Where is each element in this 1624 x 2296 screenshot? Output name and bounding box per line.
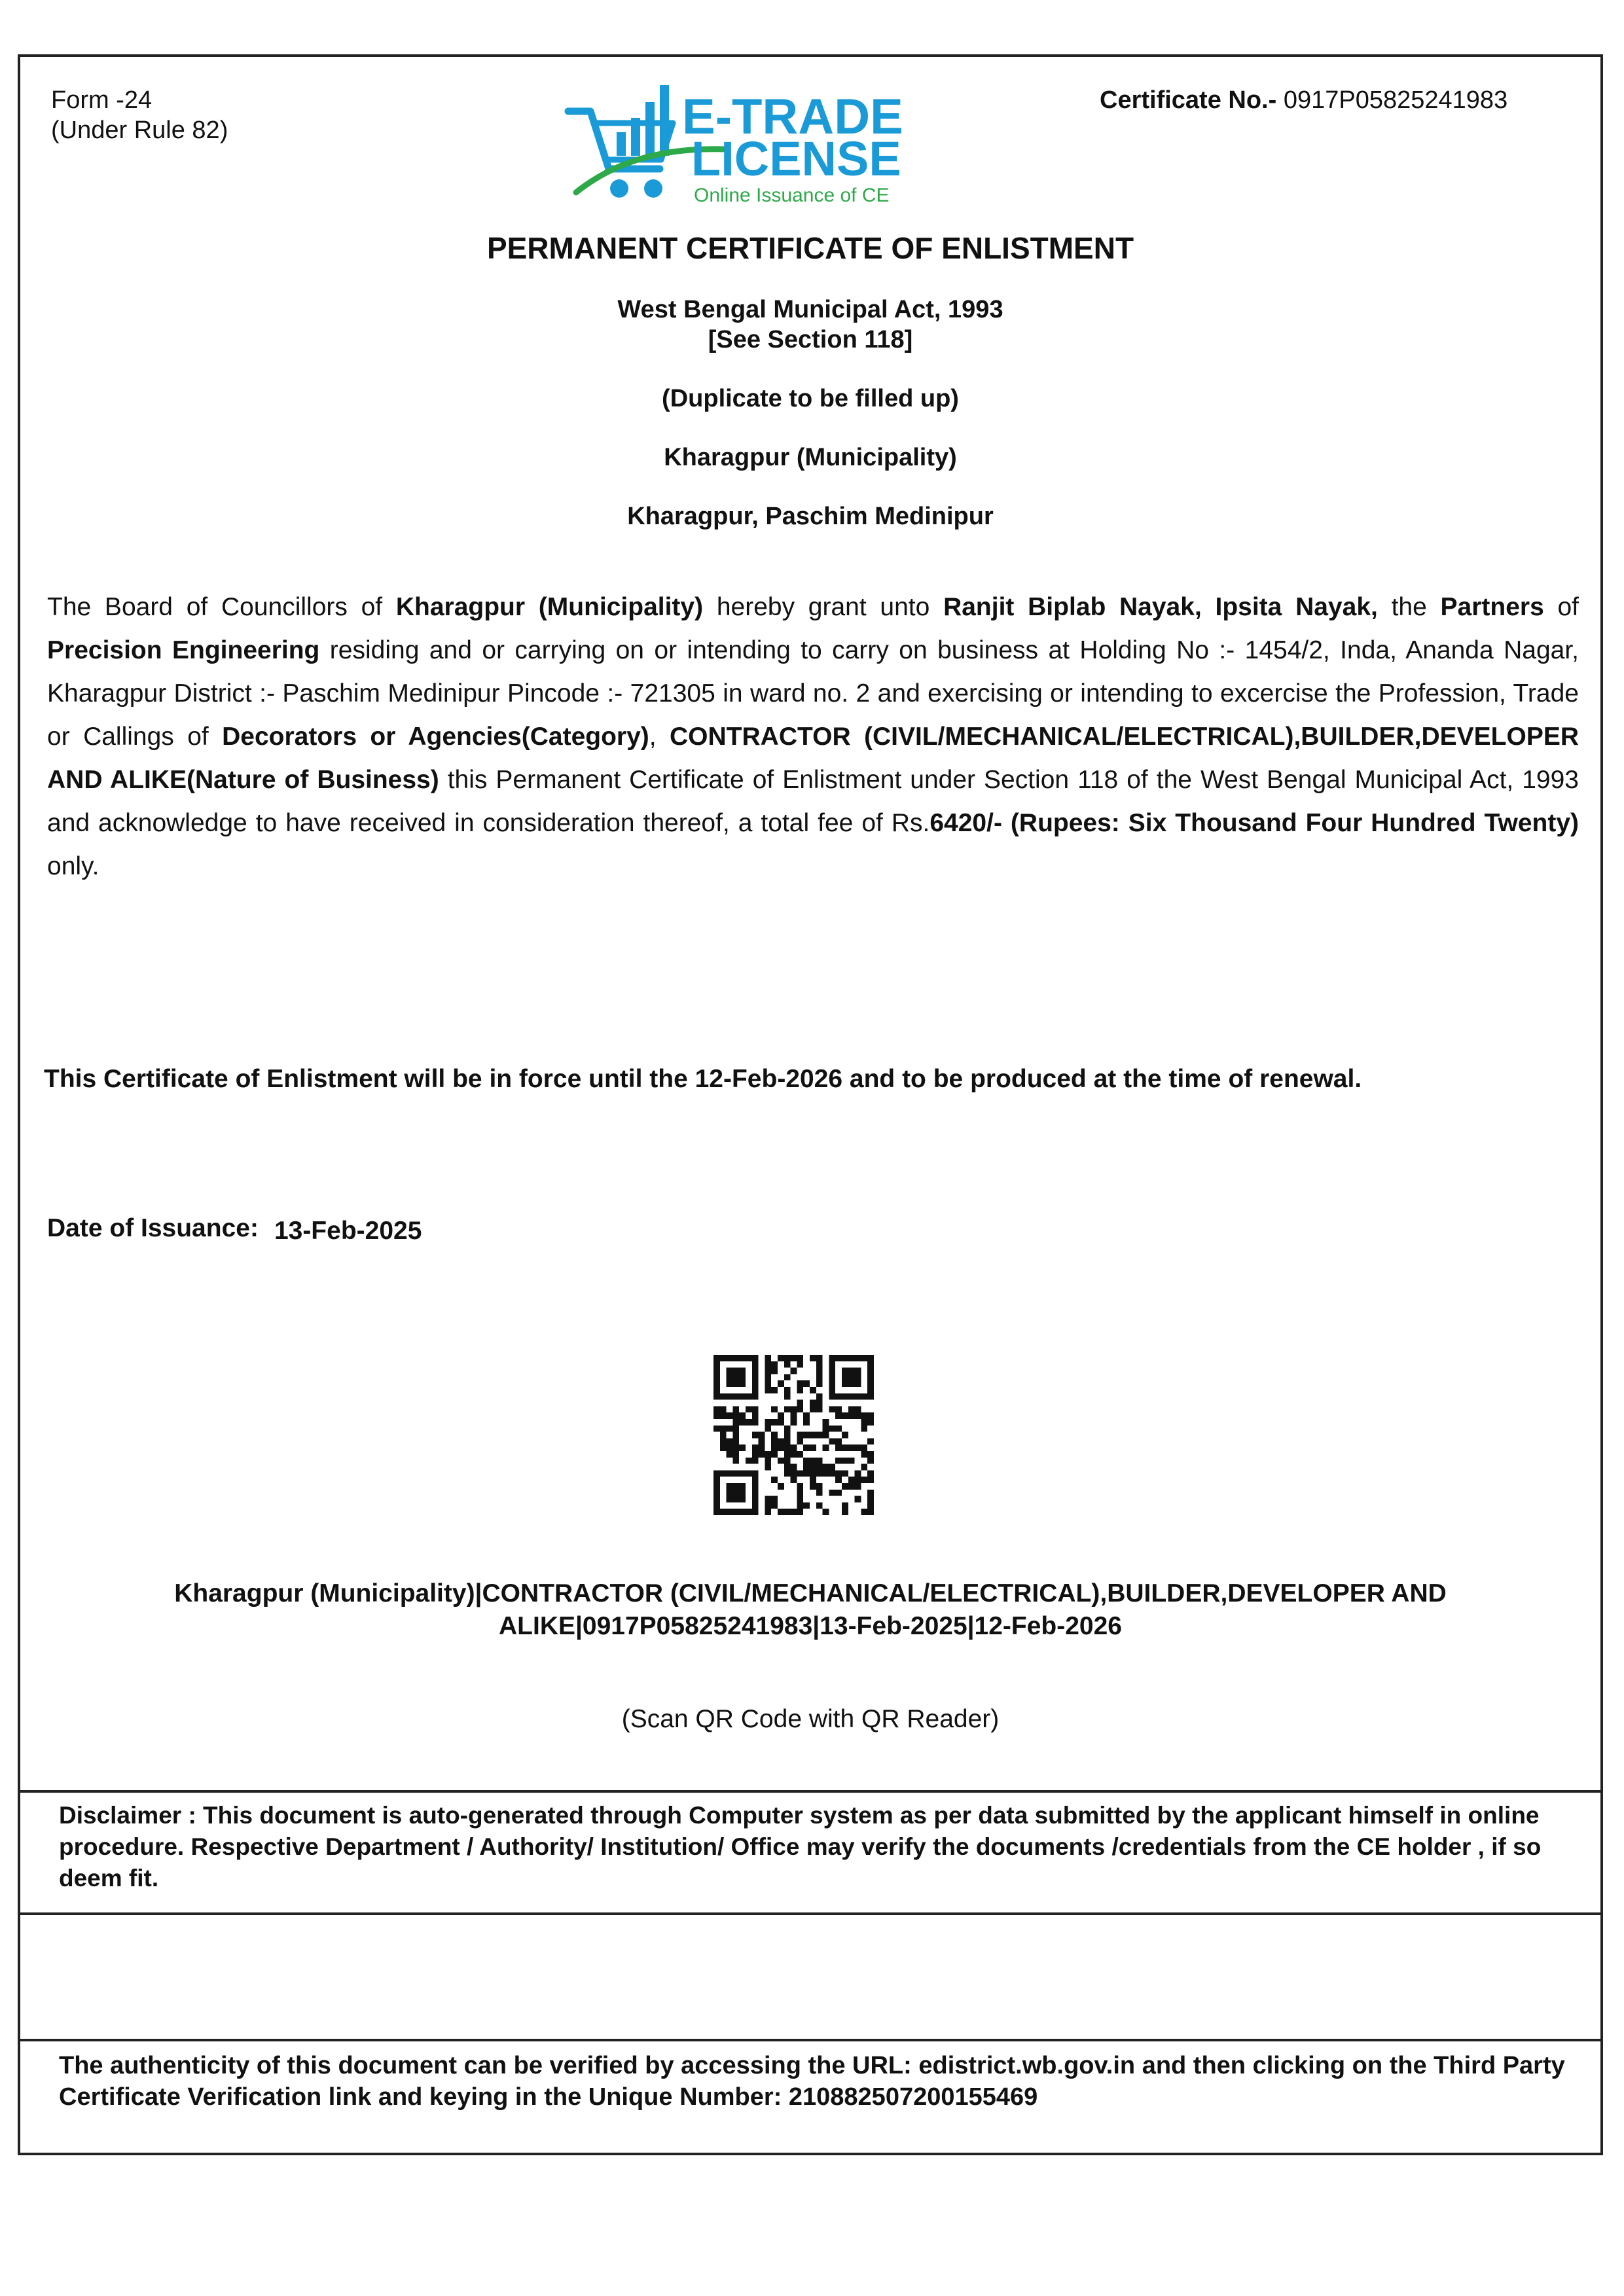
municipality-location: Kharagpur, Paschim Medinipur	[627, 503, 994, 530]
divider-disclaimer-top	[18, 1790, 1603, 1793]
business-category: Decorators or Agencies(Category)	[222, 723, 649, 751]
certificate-body	[47, 586, 1579, 888]
body-text-8: only.	[47, 852, 99, 880]
act-name: West Bengal Municipal Act, 1993	[617, 296, 1003, 323]
etrade-license-logo	[563, 77, 903, 208]
issuance-date-value: 13-Feb-2025	[274, 1217, 422, 1245]
qr-payload-text: Kharagpur (Municipality)|CONTRACTOR (CIVIL/MECHANICAL/ELECTRICAL),BUILDER,DEVELOPER AND ALIKE|0917P05825241983|13-Feb-2025|12-Feb-2026	[174, 1579, 1447, 1640]
authenticity-note: The authenticity of this document can be verified by accessing the URL: edistrict.wb.gov.in and then clicking on the Third Party Certificate Verification link and keying in the Unique Number: 210882507200155469	[59, 2052, 1565, 2111]
body-text-4: of	[1543, 593, 1579, 621]
certificate-number-value: 0917P05825241983	[1283, 86, 1508, 114]
scan-instruction: (Scan QR Code with QR Reader)	[621, 1705, 1000, 1733]
divider-disclaimer-bottom	[18, 1912, 1603, 1915]
certificate-title: PERMANENT CERTIFICATE OF ENLISTMENT	[486, 231, 1134, 265]
qr-code	[713, 1355, 874, 1515]
validity-statement: This Certificate of Enlistment will be in force until the 12-Feb-2026 and to be produced at the time of renewal.	[44, 1065, 1362, 1093]
logo-tagline: Online Issuance of CE	[694, 185, 890, 206]
body-text-3: the	[1377, 593, 1441, 621]
body-text-6: ,	[649, 723, 670, 751]
logo-line2: LICENSE	[691, 132, 901, 186]
holder-role: Partners	[1440, 593, 1544, 621]
business-nature: CONTRACTOR (CIVIL/MECHANICAL/ELECTRICAL),BUILDER,DEVELOPER AND ALIKE(Nature of Business)	[47, 723, 1579, 794]
municipality-name: Kharagpur (Municipality)	[664, 444, 957, 471]
logo-line1: E-TRADE	[682, 89, 903, 145]
disclaimer: Disclaimer : This document is auto-generated through Computer system as per data submitted by the applicant himself in online procedure. Respective Department / Authority/ Institution/ Office may verify the documents /credentials from the CE holder , if so deem fit.	[59, 1802, 1542, 1892]
issuance-date	[47, 1214, 422, 1243]
fee-amount: 6420/- (Rupees: Six Thousand Four Hundred Twenty)	[929, 809, 1579, 837]
body-text-1: The Board of Councillors of	[47, 593, 396, 621]
form-info	[51, 85, 228, 145]
certificate-number	[1100, 85, 1507, 115]
body-text-2: hereby grant unto	[703, 593, 944, 621]
firm-name: Precision Engineering	[47, 636, 320, 664]
body-text-5: residing and or carrying on or intending to carry on business at Holding No :- 1454/2, Inda, Ananda Nagar, Kharagpur District :- Paschim Medinipur Pincode :- 721305 in ward no. 2 and exercising or intending to excercise the Profession, Trade or Callings of	[47, 636, 1579, 751]
act-section: [See Section 118]	[708, 326, 913, 353]
body-text-7: this Permanent Certificate of Enlistment under Section 118 of the West Bengal Municipal Act, 1993 and acknowledge to have received in consideration thereof, a total fee of Rs.	[47, 766, 1579, 837]
issuance-label: Date of Issuance:	[47, 1214, 259, 1242]
duplicate-note: (Duplicate to be filled up)	[662, 385, 959, 412]
holder-names: Ranjit Biplab Nayak, Ipsita Nayak,	[943, 593, 1378, 621]
form-number: Form -24	[51, 86, 153, 114]
body-municipality: Kharagpur (Municipality)	[395, 593, 704, 621]
certificate-number-label: Certificate No.-	[1100, 86, 1277, 114]
divider-authenticity-top	[18, 2039, 1603, 2041]
form-rule: (Under Rule 82)	[51, 117, 228, 144]
